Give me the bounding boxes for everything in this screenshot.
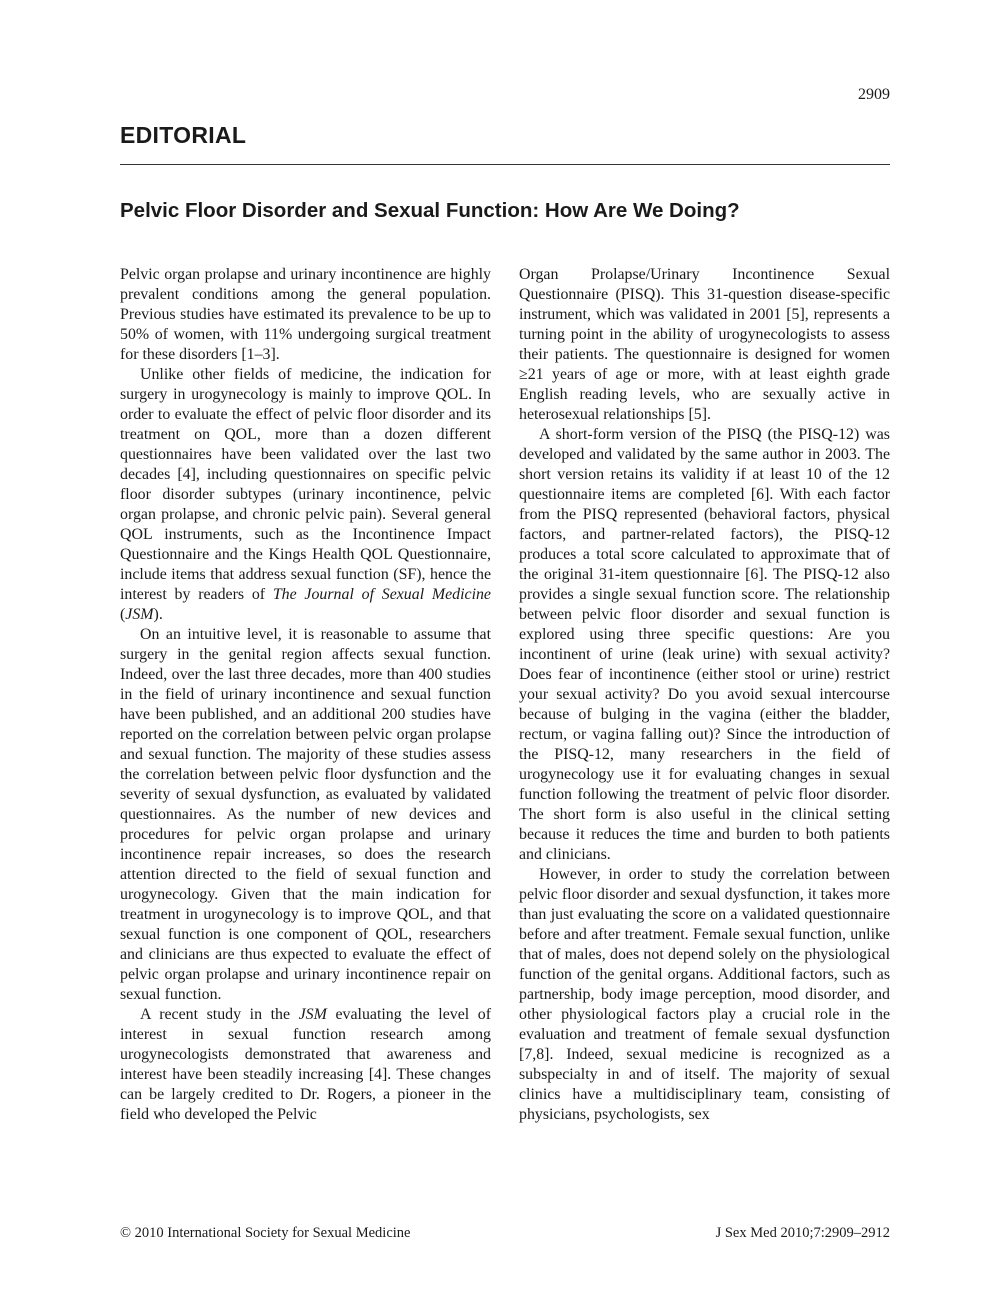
page-number: 2909 <box>858 86 890 103</box>
right-column <box>519 265 890 1125</box>
paren-close: ). <box>153 606 163 623</box>
article-title: Pelvic Floor Disorder and Sexual Function: How Are We Doing? <box>120 199 740 222</box>
journal-abbrev: JSM <box>125 606 154 623</box>
paragraph: A short-form version of the PISQ (the PISQ-12) was developed and validated by the same author in 2003. The short version retains its validity if at least 10 of the 12 questionnaire items are completed [6]. With each factor from the PISQ represented (behavioral factors, physical factors, and partner-related factors), the PISQ-12 produces a total score calculated to approximate that of the original 31-item questionnaire [6]. The PISQ-12 also provides a single sexual function score. The relationship between pelvic floor disorder and sexual function is explored using three specific questions: Are you incontinent of urine (leak urine) with sexual activity? Does fear of incontinence (either stool or urine) restrict your sexual activity? Do you avoid sexual intercourse because of bulging in the vagina (either the bladder, rectum, or vagina falling out)? Since the introduction of the PISQ-12, many researchers in the field of urogynecology use it for evaluating changes in sexual function following the treatment of pelvic floor disorder. The short form is also useful in the clinical setting because it reduces the time and burden to both patients and clinicians. <box>519 426 890 863</box>
paragraph-text: evaluating the level of interest in sexual function research among urogynecologists demonstrated that awareness and interest have been steadily increasing [4]. These changes can be largely credited to Dr. Rogers, a pioneer in the field who developed the Pelvic <box>120 1006 491 1123</box>
left-column <box>120 265 491 1125</box>
paragraph <box>120 1005 491 1125</box>
paragraph: On an intuitive level, it is reasonable to assume that surgery in the genital region affects sexual function. Indeed, over the last three decades, more than 400 studies in the field of urinary incontinence and sexual function have been published, and an additional 200 studies have reported on the correlation between pelvic organ prolapse and sexual function. The majority of these studies assess the correlation between pelvic floor dysfunction and the severity of sexual dysfunction, as evaluated by validated questionnaires. As the number of new devices and procedures for pelvic organ prolapse and urinary incontinence repair increases, so does the research attention directed to the field of sexual function and urogynecology. Given that the main indication for treatment in urogynecology is to improve QOL, and that sexual function is one component of QOL, researchers and clinicians are thus expected to evaluate the effect of pelvic organ prolapse and urinary incontinence repair on sexual function. <box>120 626 491 1003</box>
paragraph: However, in order to study the correlation between pelvic floor disorder and sexual dysfunction, it takes more than just evaluating the score on a validated questionnaire before and after treatment. Female sexual function, unlike that of males, does not depend solely on the physiological function of the genital organs. Additional factors, such as partnership, body image perception, mood disorder, and other physiological factors play a crucial role in the evaluation and treatment of female sexual dysfunction [7,8]. Indeed, sexual medicine is recognized as a subspecialty in and of itself. The majority of sexual clinics have a multidisciplinary team, consisting of physicians, psychologists, sex <box>519 866 890 1123</box>
paragraph <box>120 365 491 625</box>
paragraph-text: A recent study in the <box>140 1006 299 1023</box>
journal-abbrev: JSM <box>298 1006 327 1023</box>
header-rule <box>120 164 890 165</box>
journal-name: The Journal of Sexual Medicine <box>272 586 491 603</box>
paragraph: Pelvic organ prolapse and urinary incontinence are highly prevalent conditions among the general population. Previous studies have estimated its prevalence to be up to 50% of women, with 11% undergoing surgical treatment for these disorders [1–3]. <box>120 266 491 363</box>
paragraph-text: Unlike other fields of medicine, the indication for surgery in urogynecology is mainly to improve QOL. In order to evaluate the effect of pelvic floor disorder and its treatment on QOL, more than a dozen different questionnaires have been validated over the last two decades [4], including questionnaires on specific pelvic floor disorder subtypes (urinary incontinence, pelvic organ prolapse, and chronic pelvic pain). Several general QOL instruments, such as the Incontinence Impact Questionnaire and the Kings Health QOL Questionnaire, include items that address sexual function (SF), hence the interest by readers of <box>120 366 491 603</box>
journal-citation: J Sex Med 2010;7:2909–2912 <box>715 1225 890 1241</box>
paren-open: ( <box>120 606 126 623</box>
copyright-notice: © 2010 International Society for Sexual Medicine <box>120 1225 411 1241</box>
section-label: EDITORIAL <box>120 122 247 148</box>
paragraph: Organ Prolapse/Urinary Incontinence Sexual Questionnaire (PISQ). This 31-question disease-specific instrument, which was validated in 2001 [5], represents a turning point in the ability of urogynecologists to assess their patients. The questionnaire is designed for women ≥21 years of age or more, with at least eighth grade English reading levels, who are sexually active in heterosexual relationships [5]. <box>519 266 890 423</box>
